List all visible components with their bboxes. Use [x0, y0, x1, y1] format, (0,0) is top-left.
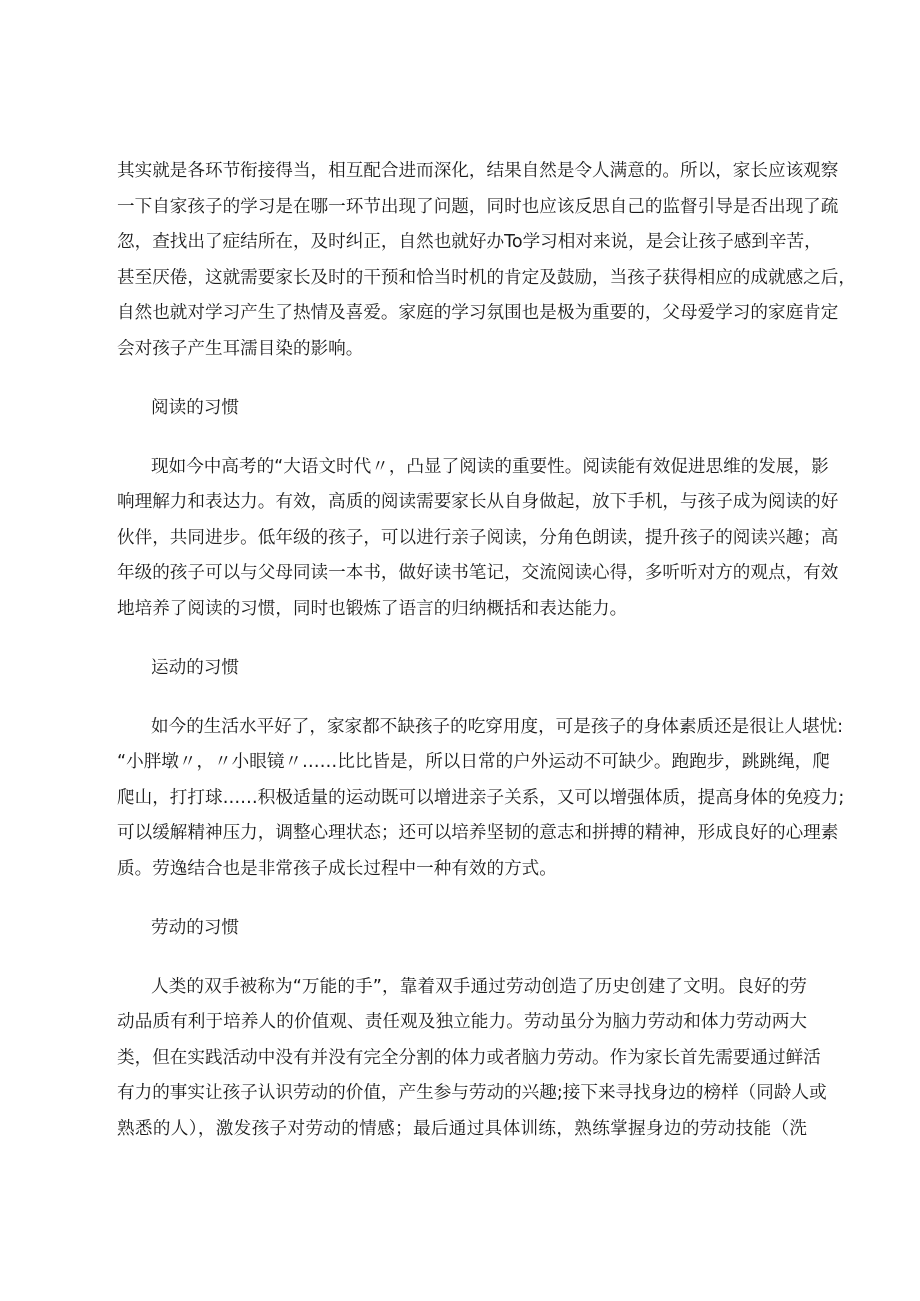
paragraph-2-line: 现如今中高考的“大语文时代〃，凸显了阅读的重要性。阅读能有效促进思维的发展，影 — [151, 457, 829, 477]
paragraph-3-line: 质。劳逸结合也是非常孩子成长过程中一种有效的方式。 — [117, 859, 557, 879]
paragraph-1-line: 其实就是各环节衔接得当，相互配合进而深化，结果自然是令人满意的。所以，家长应该观察 — [117, 161, 839, 181]
paragraph-1-line: 会对孩子产生耳濡目染的影响。 — [117, 339, 364, 359]
paragraph-4-line: 类，但在实践活动中没有并没有完全分割的体力或者脑力劳动。作为家长首先需要通过鲜活 — [117, 1048, 821, 1068]
section-heading-labor: 劳动的习惯 — [151, 918, 239, 938]
paragraph-1-line: 自然也就对学习产生了热情及喜爱。家庭的学习氛围也是极为重要的，父母爱学习的家庭肯定 — [117, 303, 839, 323]
paragraph-3-line: “小胖墩〃，〃小眼镜〃……比比皆是，所以日常的户外运动不可缺少。跑跑步，跳跳绳，爬 — [117, 752, 830, 772]
section-heading-sports: 运动的习惯 — [151, 658, 239, 678]
paragraph-1-line: 一下自家孩子的学习是在哪一环节出现了问题，同时也应该反思自己的监督引导是否出现了疏 — [117, 197, 839, 217]
section-heading-reading: 阅读的习惯 — [151, 398, 239, 418]
paragraph-2-line: 伙伴，共同进步。低年级的孩子，可以进行亲子阅读，分角色朗读，提升孩子的阅读兴趣；高 — [117, 528, 839, 548]
paragraph-3-line: 爬山，打打球……积极适量的运动既可以增进亲子关系，又可以增强体质，提高身体的免疫力; — [117, 788, 845, 808]
paragraph-4-line: 动品质有利于培养人的价值观、责任观及独立能力。劳动虽分为脑力劳动和体力劳动两大 — [117, 1012, 807, 1032]
paragraph-2-line: 响理解力和表达力。有效，高质的阅读需要家长从自身做起，放下手机，与孩子成为阅读的好 — [117, 492, 839, 512]
paragraph-1-line: 甚至厌倦，这就需要家长及时的干预和恰当时机的肯定及鼓励，当孩子获得相应的成就感之后， — [117, 268, 856, 288]
paragraph-1-line: 忽，查找出了症结所在，及时纠正，自然也就好办To学习相对来说，是会让孩子感到辛苦， — [117, 232, 822, 252]
paragraph-4-line: 熟悉的人），激发孩子对劳动的情感；最后通过具体训练，熟练掌握身边的劳动技能（洗 — [117, 1119, 807, 1139]
paragraph-4-line: 有力的事实让孩子认识劳动的价值，产生参与劳动的兴趣;接下来寻找身边的榜样（同龄人或 — [117, 1083, 827, 1103]
paragraph-2-line: 年级的孩子可以与父母同读一本书，做好读书笔记，交流阅读心得，多听听对方的观点，有效 — [117, 563, 839, 583]
paragraph-4-line: 人类的双手被称为“万能的手”，靠着双手通过劳动创造了历史创建了文明。良好的劳 — [151, 977, 807, 997]
paragraph-3-line: 如今的生活水平好了，家家都不缺孩子的吃穿用度，可是孩子的身体素质还是很让人堪忧: — [151, 717, 844, 737]
paragraph-2-line: 地培养了阅读的习惯，同时也锻炼了语言的归纳概括和表达能力。 — [117, 599, 628, 619]
paragraph-3-line: 可以缓解精神压力，调整心理状态；还可以培养坚韧的意志和拼搏的精神，形成良好的心理素 — [117, 823, 839, 843]
